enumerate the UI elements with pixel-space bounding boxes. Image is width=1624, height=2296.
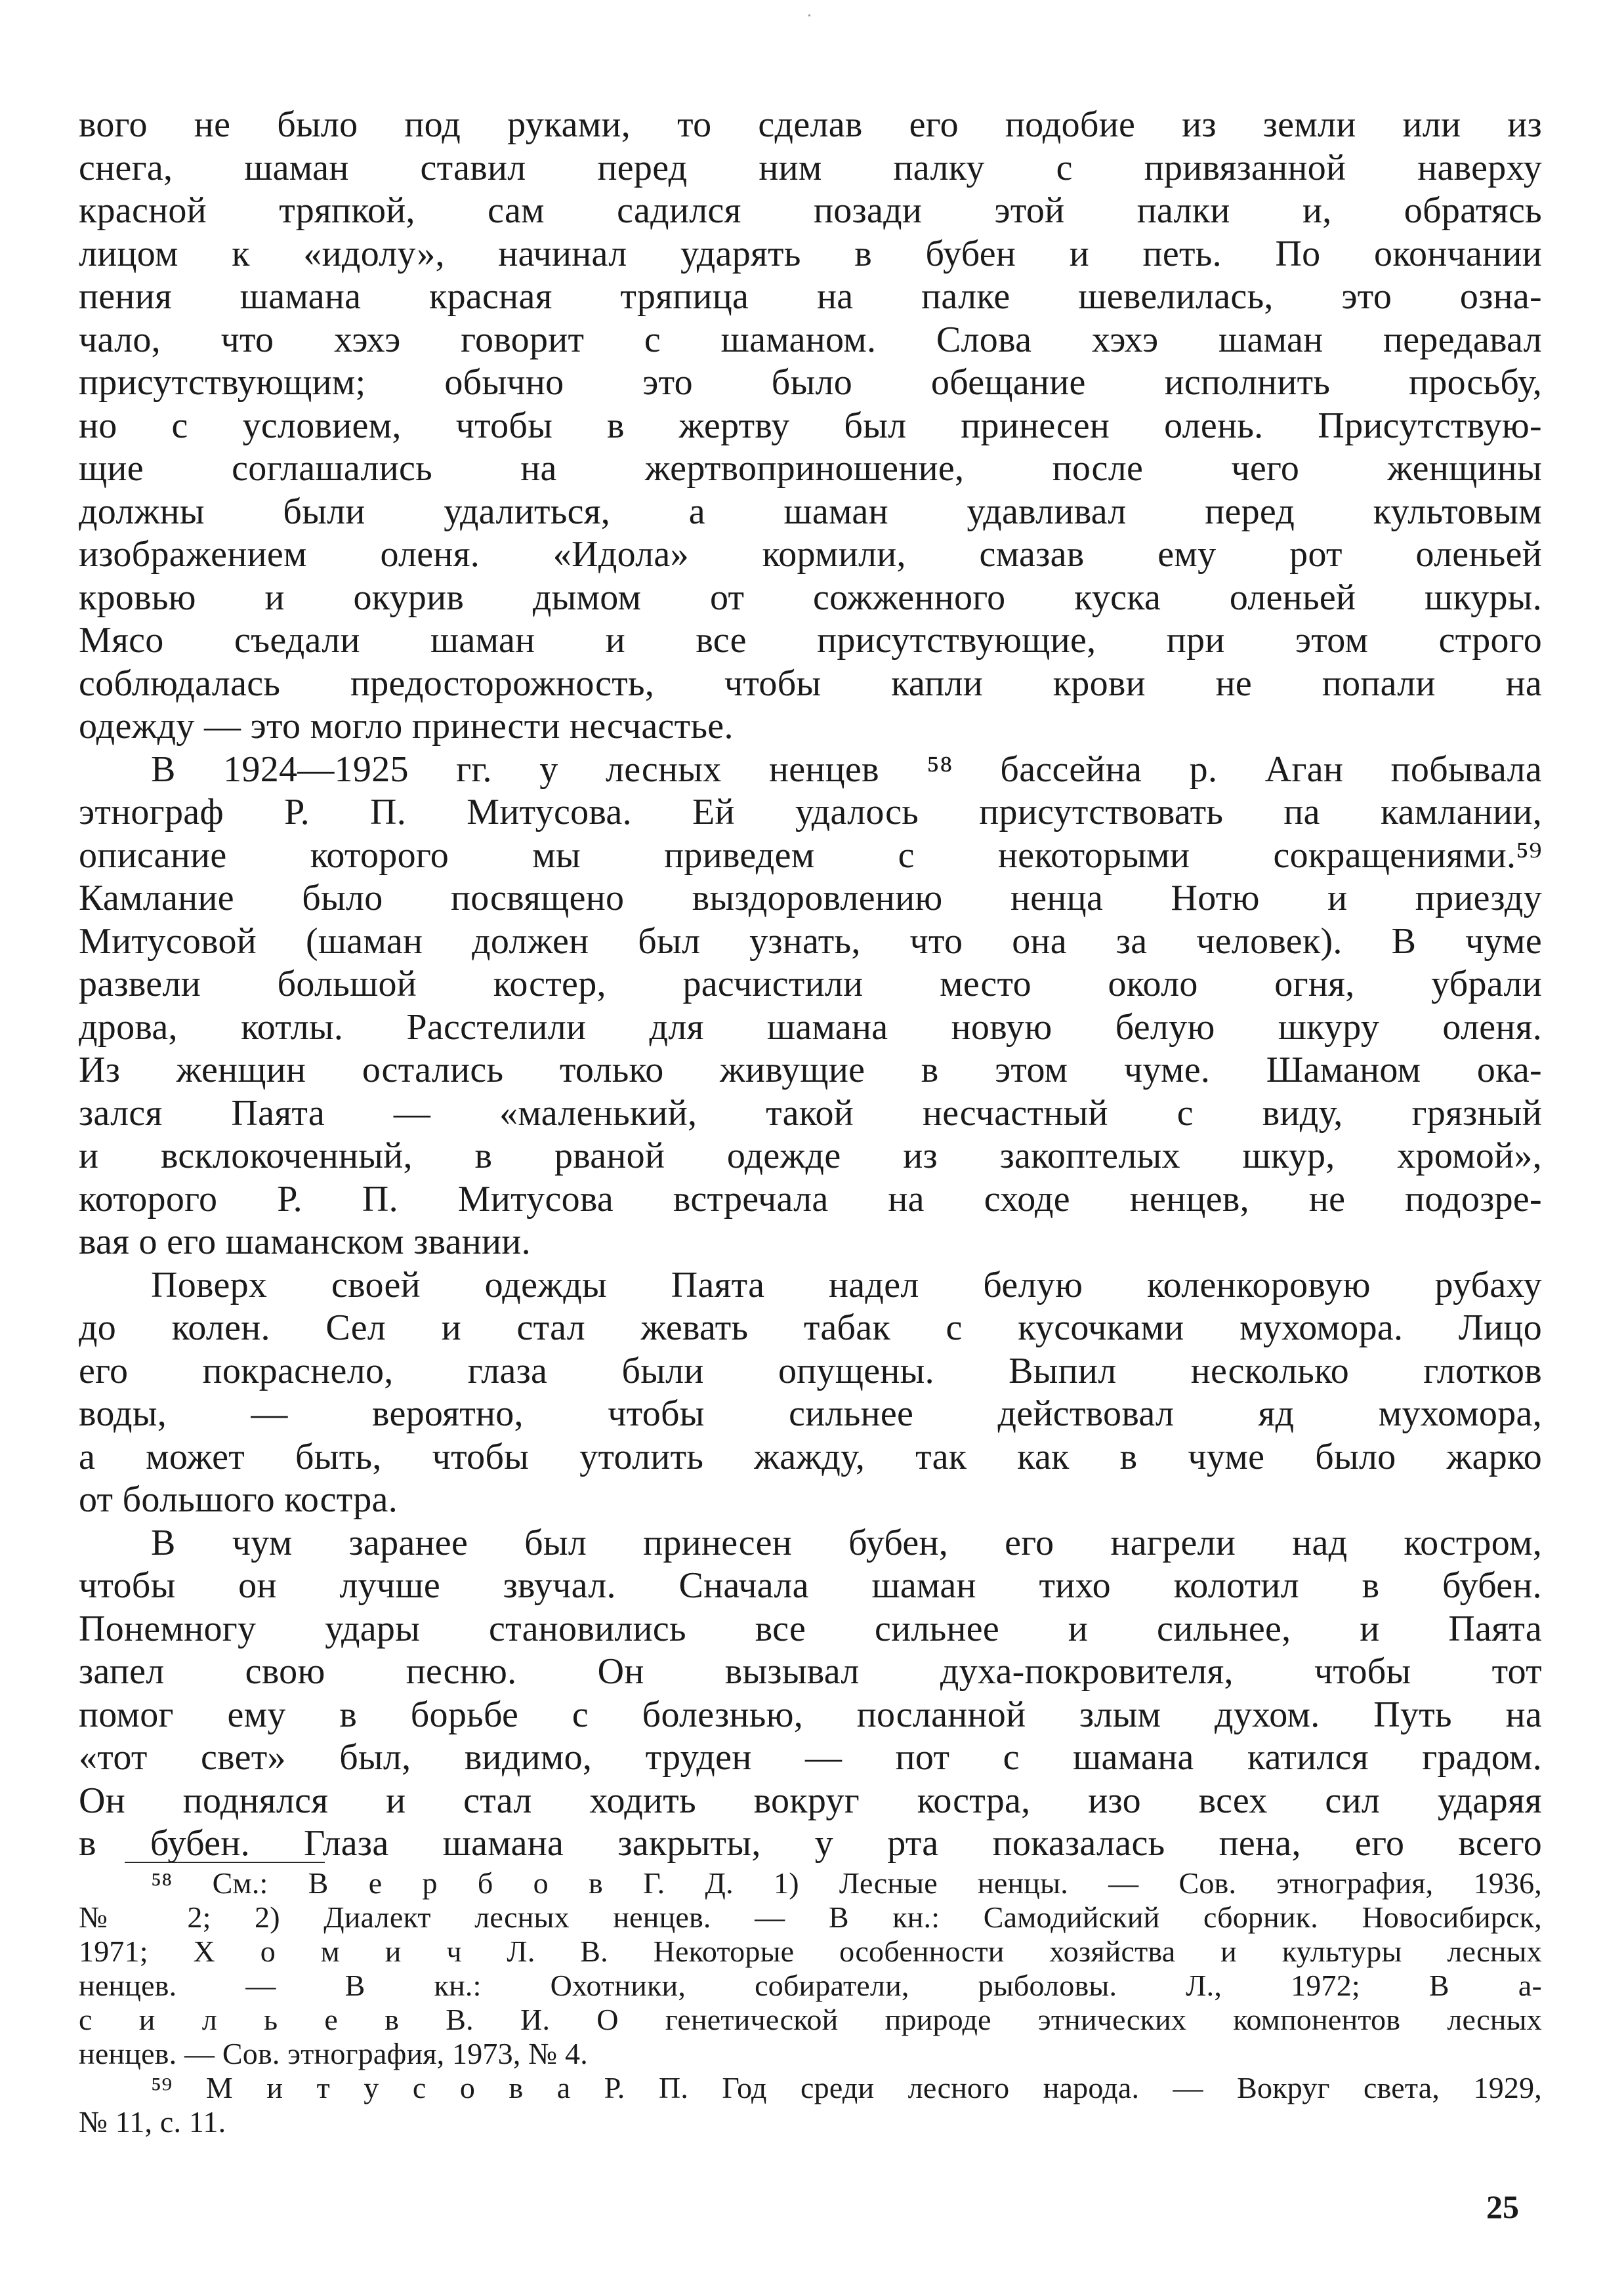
footnote-line: ⁵⁸ См.: В е р б о в Г. Д. 1) Лесные ненцы. — Сов. этнография, 1936, xyxy=(151,1866,1542,1900)
paragraph-start-line: В чум заранее был принесен бубен, его нагрели над костром, xyxy=(151,1522,1542,1563)
footnote-line: 1971; Х о м и ч Л. В. Некоторые особенности хозяйства и культуры лесных xyxy=(79,1935,1542,1968)
text-line: должны были удалиться, а шаман удавливал перед культовым xyxy=(79,491,1542,532)
text-line: одежду — это могло принести несчастье. xyxy=(79,706,734,747)
text-line: вая о его шаманском звании. xyxy=(79,1221,531,1262)
footnotes xyxy=(79,1866,1542,2139)
text-line: пения шамана красная тряпица на палке шевелилась, это озна- xyxy=(79,276,1542,317)
text-line: Он поднялся и стал ходить вокруг костра, изо всех сил ударяя xyxy=(79,1780,1542,1821)
text-line: но с условием, чтобы в жертву был принесен олень. Присутствую- xyxy=(79,405,1542,446)
text-line: снега, шаман ставил перед ним палку с привязанной наверху xyxy=(79,147,1542,188)
footnote-line: № 11, с. 11. xyxy=(79,2105,226,2139)
text-line: помог ему в борьбе с болезнью, посланной злым духом. Путь на xyxy=(79,1694,1542,1735)
text-line: этнограф Р. П. Митусова. Ей удалось присутствовать па камлании, xyxy=(79,792,1542,832)
text-line: от большого костра. xyxy=(79,1479,398,1520)
text-line: красной тряпкой, сам садился позади этой палки и, обратясь xyxy=(79,190,1542,231)
footnote-line: ⁵⁹ М и т у с о в а Р. П. Год среди лесного народа. — Вокруг света, 1929, xyxy=(151,2071,1542,2104)
text-line: лицом к «идолу», начинал ударять в бубен и петь. По окончании xyxy=(79,233,1542,274)
text-line: изображением оленя. «Идола» кормили, смазав ему рот оленьей xyxy=(79,534,1542,575)
footnote-divider xyxy=(125,1862,325,1863)
text-line: вого не было под руками, то сделав его подобие из земли или из xyxy=(79,104,1542,145)
paragraph-start-line: В 1924—1925 гг. у лесных ненцев ⁵⁸ бассейна р. Аган побывала xyxy=(151,748,1542,790)
text-line: запел свою песню. Он вызывал духа-покровителя, чтобы тот xyxy=(79,1651,1542,1692)
text-line: до колен. Сел и стал жевать табак с кусочками мухомора. Лицо xyxy=(79,1307,1542,1348)
text-line: Мясо съедали шаман и все присутствующие, при этом строго xyxy=(79,620,1542,661)
text-line: его покраснело, глаза были опущены. Выпил несколько глотков xyxy=(79,1350,1542,1391)
text-line: Камлание было посвящено выздоровлению ненца Нотю и приезду xyxy=(79,878,1542,918)
text-line: «тот свет» был, видимо, труден — пот с шамана катился градом. xyxy=(79,1737,1542,1778)
text-line: воды, — вероятно, чтобы сильнее действовал яд мухомора, xyxy=(79,1393,1542,1434)
text-line: дрова, котлы. Расстелили для шамана новую белую шкуру оленя. xyxy=(79,1006,1542,1048)
text-line: Понемногу удары становились все сильнее и сильнее, и Паята xyxy=(79,1608,1542,1649)
text-line: и всклокоченный, в рваной одежде из закоптелых шкур, хромой», xyxy=(79,1136,1542,1176)
text-line: а может быть, чтобы утолить жажду, так как в чуме было жарко xyxy=(79,1436,1542,1477)
text-line: зался Паята — «маленький, такой несчастный с виду, грязный xyxy=(79,1092,1542,1134)
text-line: описание которого мы приведем с некоторыми сокращениями.⁵⁹ xyxy=(79,834,1542,876)
text-line: чтобы он лучше звучал. Сначала шаман тихо колотил в бубен. xyxy=(79,1565,1542,1606)
footnote-line: № 2; 2) Диалект лесных ненцев. — В кн.: Самодийский сборник. Новосибирск, xyxy=(79,1900,1542,1934)
print-speck xyxy=(808,14,810,16)
footnote-line: с и л ь е в В. И. О генетической природе этнических компонентов лесных xyxy=(79,2003,1542,2036)
main-text xyxy=(79,104,1542,1866)
page-number: 25 xyxy=(1486,2188,1519,2225)
footnote-line: ненцев. — Сов. этнография, 1973, № 4. xyxy=(79,2037,588,2070)
text-line: кровью и окурив дымом от сожженного куска оленьей шкуры. xyxy=(79,577,1542,618)
text-line: присутствующим; обычно это было обещание исполнить просьбу, xyxy=(79,362,1542,403)
paragraph-start-line: Поверх своей одежды Паята надел белую коленкоровую рубаху xyxy=(151,1264,1542,1305)
text-line: которого Р. П. Митусова встречала на сходе ненцев, не подозре- xyxy=(79,1178,1542,1220)
text-line: чало, что хэхэ говорит с шаманом. Слова хэхэ шаман передавал xyxy=(79,319,1542,360)
text-line: развели большой костер, расчистили место около огня, убрали xyxy=(79,964,1542,1004)
text-line: соблюдалась предосторожность, чтобы капли крови не попали на xyxy=(79,663,1542,704)
footnote-line: ненцев. — В кн.: Охотники, собиратели, рыболовы. Л., 1972; В а- xyxy=(79,1969,1542,2002)
text-line: в бубен. Глаза шамана закрыты, у рта показалась пена, его всего xyxy=(79,1823,1542,1864)
text-line: Митусовой (шаман должен был узнать, что она за человек). В чуме xyxy=(79,920,1542,962)
text-line: щие соглашались на жертвоприношение, после чего женщины xyxy=(79,448,1542,489)
text-line: Из женщин остались только живущие в этом чуме. Шаманом ока- xyxy=(79,1050,1542,1090)
